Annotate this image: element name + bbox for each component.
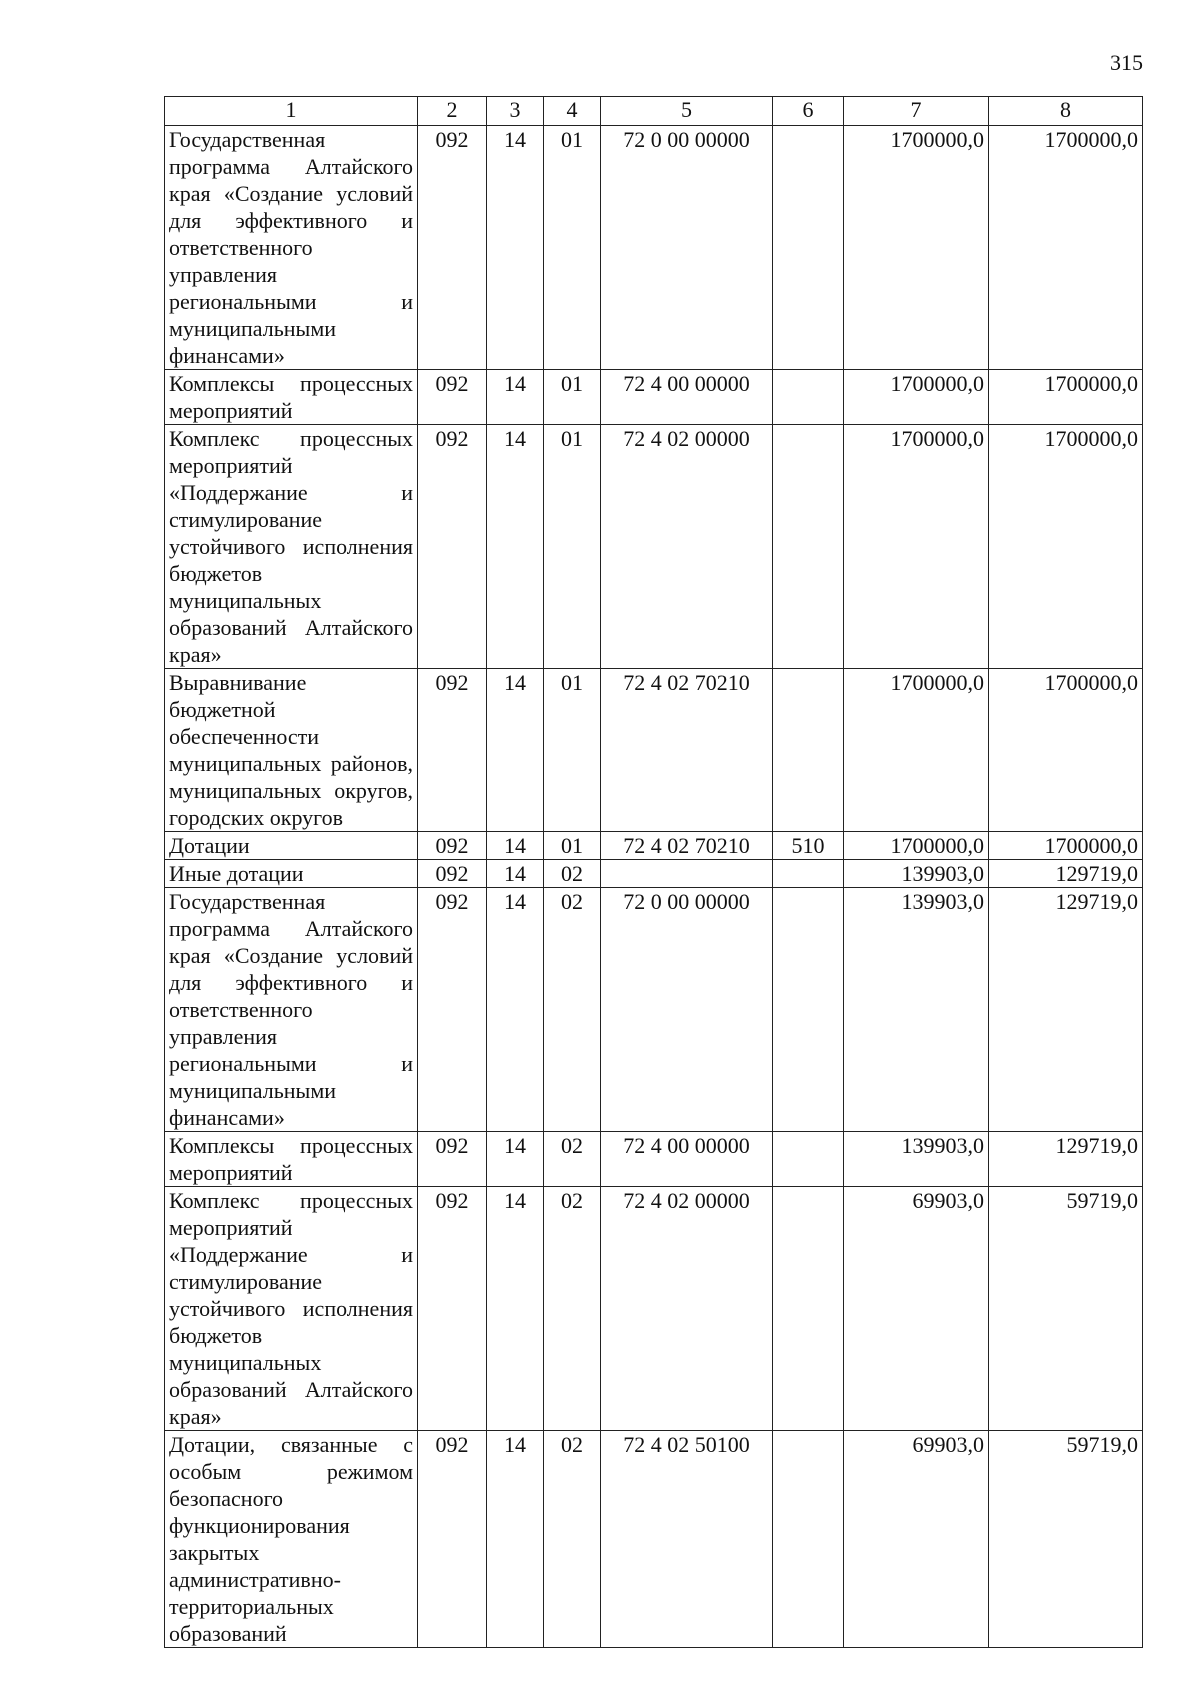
row-subsection: 01	[544, 370, 601, 425]
row-code-admin: 092	[418, 126, 487, 370]
row-amount-7: 1700000,0	[844, 126, 989, 370]
row-amount-8: 129719,0	[989, 888, 1143, 1132]
row-name: Государственная программа Алтайского края «Создание условий для эффективного и ответственного управления региональными и муниципальными финансами»	[165, 888, 418, 1132]
table-row	[165, 126, 1143, 370]
row-name: Выравнивание бюджетной обеспеченности муниципальных районов, муниципальных округов, городских округов	[165, 669, 418, 832]
row-subsection: 01	[544, 832, 601, 860]
row-code-admin: 092	[418, 370, 487, 425]
row-name: Комплексы процессных мероприятий	[165, 370, 418, 425]
row-section: 14	[487, 669, 544, 832]
row-amount-7: 1700000,0	[844, 669, 989, 832]
table-row	[165, 370, 1143, 425]
row-section: 14	[487, 126, 544, 370]
table-row	[165, 888, 1143, 1132]
header-cell-8: 8	[989, 97, 1143, 126]
row-expense-type	[773, 370, 844, 425]
row-expense-type	[773, 888, 844, 1132]
header-cell-4: 4	[544, 97, 601, 126]
row-subsection: 01	[544, 126, 601, 370]
row-amount-7: 139903,0	[844, 1132, 989, 1187]
row-code-admin: 092	[418, 1431, 487, 1648]
row-expense-type	[773, 1187, 844, 1431]
row-code-admin: 092	[418, 860, 487, 888]
row-amount-8: 59719,0	[989, 1431, 1143, 1648]
table-row	[165, 1431, 1143, 1648]
row-expense-type: 510	[773, 832, 844, 860]
row-amount-8: 1700000,0	[989, 370, 1143, 425]
row-name: Комплекс процессных мероприятий «Поддержание и стимулирование устойчивого исполнения бюджетов муниципальных образований Алтайского края»	[165, 425, 418, 669]
row-name: Комплекс процессных мероприятий «Поддержание и стимулирование устойчивого исполнения бюджетов муниципальных образований Алтайского края»	[165, 1187, 418, 1431]
row-target-item	[601, 860, 773, 888]
row-code-admin: 092	[418, 1187, 487, 1431]
row-subsection: 02	[544, 860, 601, 888]
row-subsection: 01	[544, 425, 601, 669]
row-amount-7: 139903,0	[844, 888, 989, 1132]
row-expense-type	[773, 1132, 844, 1187]
row-target-item: 72 4 02 00000	[601, 1187, 773, 1431]
row-section: 14	[487, 1187, 544, 1431]
row-section: 14	[487, 1431, 544, 1648]
row-subsection: 02	[544, 1132, 601, 1187]
row-subsection: 02	[544, 1187, 601, 1431]
row-target-item: 72 4 00 00000	[601, 370, 773, 425]
row-expense-type	[773, 126, 844, 370]
table-row	[165, 832, 1143, 860]
table-row	[165, 860, 1143, 888]
row-amount-8: 129719,0	[989, 1132, 1143, 1187]
budget-table	[164, 96, 1143, 1648]
row-amount-8: 1700000,0	[989, 669, 1143, 832]
row-expense-type	[773, 669, 844, 832]
row-amount-7: 1700000,0	[844, 370, 989, 425]
row-target-item: 72 4 02 70210	[601, 669, 773, 832]
header-cell-6: 6	[773, 97, 844, 126]
row-amount-8: 1700000,0	[989, 425, 1143, 669]
header-cell-1: 1	[165, 97, 418, 126]
row-amount-7: 1700000,0	[844, 425, 989, 669]
header-cell-3: 3	[487, 97, 544, 126]
table-row	[165, 669, 1143, 832]
row-subsection: 02	[544, 888, 601, 1132]
row-code-admin: 092	[418, 425, 487, 669]
row-amount-8: 1700000,0	[989, 832, 1143, 860]
row-amount-7: 69903,0	[844, 1431, 989, 1648]
row-target-item: 72 4 00 00000	[601, 1132, 773, 1187]
row-expense-type	[773, 425, 844, 669]
row-target-item: 72 4 02 70210	[601, 832, 773, 860]
row-amount-7: 69903,0	[844, 1187, 989, 1431]
row-code-admin: 092	[418, 669, 487, 832]
row-section: 14	[487, 832, 544, 860]
row-subsection: 01	[544, 669, 601, 832]
row-amount-8: 59719,0	[989, 1187, 1143, 1431]
row-section: 14	[487, 1132, 544, 1187]
header-cell-5: 5	[601, 97, 773, 126]
row-section: 14	[487, 888, 544, 1132]
row-name: Государственная программа Алтайского края «Создание условий для эффективного и ответственного управления региональными и муниципальными финансами»	[165, 126, 418, 370]
row-expense-type	[773, 860, 844, 888]
table-row	[165, 425, 1143, 669]
row-target-item: 72 4 02 00000	[601, 425, 773, 669]
row-code-admin: 092	[418, 888, 487, 1132]
row-target-item: 72 4 02 50100	[601, 1431, 773, 1648]
row-name: Дотации	[165, 832, 418, 860]
table-row	[165, 1132, 1143, 1187]
row-target-item: 72 0 00 00000	[601, 888, 773, 1132]
row-section: 14	[487, 425, 544, 669]
row-amount-8: 129719,0	[989, 860, 1143, 888]
header-cell-2: 2	[418, 97, 487, 126]
row-amount-7: 139903,0	[844, 860, 989, 888]
row-code-admin: 092	[418, 832, 487, 860]
page-number: 315	[1110, 50, 1143, 75]
table-row	[165, 1187, 1143, 1431]
row-expense-type	[773, 1431, 844, 1648]
row-code-admin: 092	[418, 1132, 487, 1187]
row-subsection: 02	[544, 1431, 601, 1648]
row-target-item: 72 0 00 00000	[601, 126, 773, 370]
row-amount-8: 1700000,0	[989, 126, 1143, 370]
row-name: Иные дотации	[165, 860, 418, 888]
header-row	[165, 97, 1143, 126]
header-cell-7: 7	[844, 97, 989, 126]
row-name: Дотации, связанные с особым режимом безопасного функционирования закрытых административно-территориальных образований	[165, 1431, 418, 1648]
row-section: 14	[487, 370, 544, 425]
row-amount-7: 1700000,0	[844, 832, 989, 860]
row-section: 14	[487, 860, 544, 888]
row-name: Комплексы процессных мероприятий	[165, 1132, 418, 1187]
